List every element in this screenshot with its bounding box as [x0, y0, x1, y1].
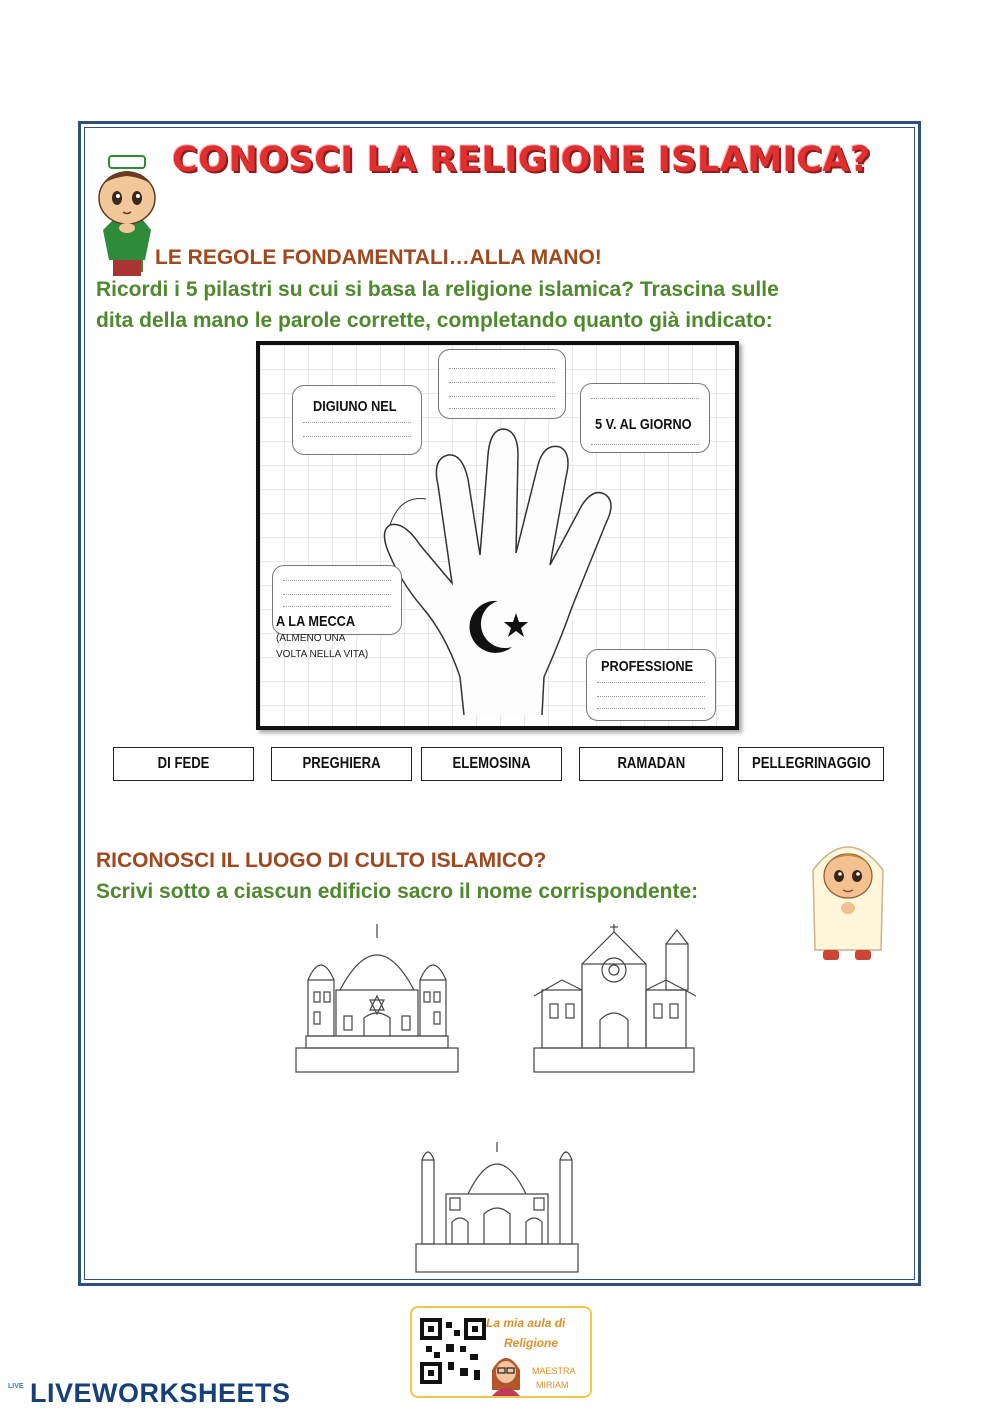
mecca-note-line1: (ALMENO UNA: [276, 633, 346, 644]
preghiera-label: 5 V. AL GIORNO: [595, 416, 692, 433]
liveworksheets-logo[interactable]: LIVEWORKSHEETS: [30, 1378, 291, 1408]
teacher-avatar: [488, 1350, 524, 1396]
word-di-fede[interactable]: DI FEDE: [113, 747, 254, 781]
badge-author-line1: MAESTRA: [532, 1366, 576, 1376]
word-preghiera[interactable]: PREGHIERA: [271, 747, 412, 781]
mosque-drawing: [412, 1140, 582, 1274]
mecca-note-line2: VOLTA NELLA VITA): [276, 649, 369, 660]
badge-title-line2: Religione: [504, 1336, 559, 1350]
author-badge: [410, 1306, 592, 1398]
boy-mascot-image: [85, 150, 165, 278]
badge-title-line1: La mia aula di: [486, 1316, 566, 1330]
synagogue-drawing: [294, 920, 460, 1074]
word-ramadan[interactable]: RAMADAN: [579, 747, 723, 781]
word-pellegrinaggio[interactable]: PELLEGRINAGGIO: [738, 747, 884, 781]
liveworksheets-side-mark: LIVE: [8, 1383, 24, 1390]
qr-code-image: [420, 1318, 486, 1384]
hand-activity-board: [256, 341, 739, 730]
word-elemosina[interactable]: ELEMOSINA: [421, 747, 562, 781]
badge-author-line2: MIRIAM: [536, 1380, 569, 1390]
girl-mascot-image: [805, 830, 891, 968]
professione-label: PROFESSIONE: [601, 658, 694, 675]
section2-instruction: Scrivi sotto a ciascun edificio sacro il nome corrispondente:: [96, 880, 699, 903]
drop-box-top[interactable]: [438, 349, 566, 419]
church-drawing: [530, 924, 698, 1074]
drop-box-preghiera[interactable]: [580, 383, 710, 453]
section1-heading: LE REGOLE FONDAMENTALI…ALLA MANO!: [155, 246, 602, 269]
section1-instruction-line1: Ricordi i 5 pilastri su cui si basa la religione islamica? Trascina sulle: [96, 278, 779, 301]
digiuno-label: DIGIUNO NEL: [313, 398, 397, 415]
section1-instruction-line2: dita della mano le parole corrette, completando quanto già indicato:: [96, 309, 773, 332]
page-title: CONOSCI LA RELIGIONE ISLAMICA?: [172, 140, 871, 180]
mecca-label: A LA MECCA: [276, 613, 356, 630]
section2-heading: RICONOSCI IL LUOGO DI CULTO ISLAMICO?: [96, 849, 547, 872]
drop-box-professione[interactable]: [586, 649, 716, 721]
drop-box-digiuno[interactable]: [292, 385, 422, 455]
